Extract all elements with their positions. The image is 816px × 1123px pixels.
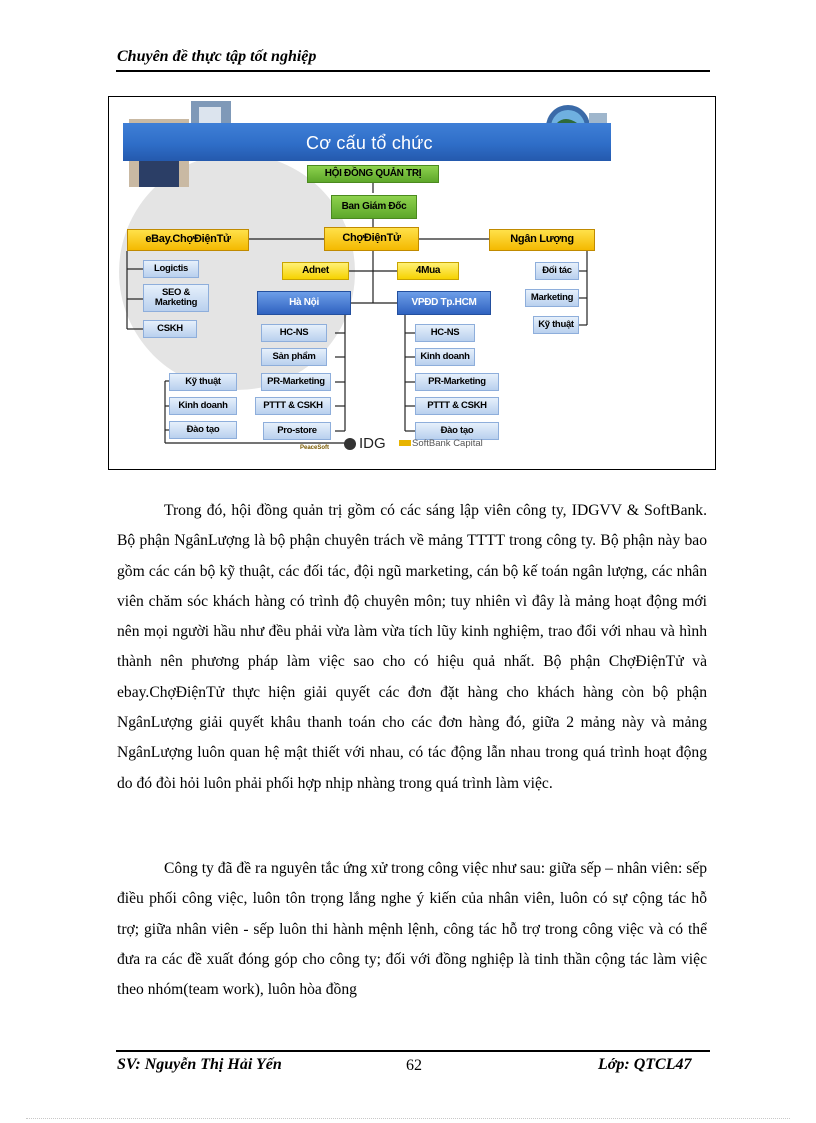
hcm-item-hcns: HC-NS [415, 324, 475, 342]
idg-logo-icon [344, 438, 356, 450]
adnet-box: Adnet [282, 262, 349, 280]
page-bottom-border [26, 1118, 790, 1119]
header-rule [116, 70, 710, 72]
softbank-logo-icon [399, 440, 411, 446]
peacesoft-logo-text: PeaceSoft [300, 445, 330, 451]
softbank-logo-text: SoftBank Capital [412, 438, 483, 449]
org-chart-figure [108, 96, 716, 470]
left-item-seo: SEO & Marketing [143, 284, 209, 312]
hanoi-item-prostore: Pro-store [263, 422, 331, 440]
idg-logo-text: IDG [359, 435, 386, 452]
chart-title: Cơ cấu tổ chức [306, 133, 433, 153]
footer-student-name: SV: Nguyễn Thị Hải Yến [117, 1056, 282, 1073]
right-item-marketing: Marketing [525, 289, 579, 307]
left-item-cskh: CSKH [143, 320, 197, 338]
right-unit-box: Ngân Lượng [489, 229, 595, 251]
hanoi-item-hcns: HC-NS [261, 324, 327, 342]
right-item-partners: Đối tác [535, 262, 579, 280]
paragraph-1-text: Trong đó, hội đồng quản trị gồm có các sáng lập viên công ty, IDGVV & SoftBank. Bộ phận NgânLượng là bộ phận chuyên trách về mảng TTTT trong công ty. Bộ phận này bao gồm các cán bộ kỹ thuật, các đối tác, đội ngũ marketing, cán bộ kế toán ngân lượng, các nhân viên chăm sóc khách hàng có trình độ chuyên môn; tuy nhiên vì đây là mảng hoạt động mới nên mọi người hầu như đều phải vừa làm vừa tích lũy kinh nghiệm, trao đổi với nhau và hình thành nên phương pháp làm việc sao cho có hiệu quả nhất. Bộ phận ChợĐiệnTử và ebay.ChợĐiệnTử thực hiện giải quyết các đơn đặt hàng cho khách hàng còn bộ phận NgânLượng giải quyết khâu thanh toán cho các đơn hàng đó, giữa 2 mảng này và mảng NgânLượng luôn quan hệ mật thiết với nhau, có tác động lẫn nhau trong quá trình hoạt động do đó đòi hỏi luôn phải phối hợp nhịp nhàng trong quá trình làm việc. [117, 502, 707, 792]
footer-rule [116, 1050, 710, 1052]
management-box: Ban Giám Đốc [331, 195, 417, 219]
paragraph-2-text: Công ty đã đề ra nguyên tắc ứng xử trong công việc như sau: giữa sếp – nhân viên: sếp điều phối công việc, luôn tôn trọng lắng nghe ý kiến của nhân viên, luôn có sự cộng tác hỗ trợ; giữa nhân viên - sếp luôn thi hành mệnh lệnh, công tác hỗ trợ trong công việc và có thể đưa ra các đề xuất đóng góp cho công ty; đối với đồng nghiệp là tinh thần cộng tác làm việc theo nhóm(team work), luôn hòa đồng [117, 860, 707, 999]
body-paragraph-1 [117, 496, 707, 799]
hanoi-office-box: Hà Nội [257, 291, 351, 315]
footer-page-number: 62 [406, 1057, 422, 1074]
hanoi-item-products: Sản phẩm [261, 348, 327, 366]
hcm-item-pr: PR-Marketing [415, 373, 499, 391]
hanoi-item-pr: PR-Marketing [261, 373, 331, 391]
header-title: Chuyên đề thực tập tốt nghiệp [117, 48, 317, 65]
bottom-left-item-tech: Kỹ thuật [169, 373, 237, 391]
left-unit-box: eBay.ChợĐiệnTử [127, 229, 249, 251]
hcm-office-box: VPĐD Tp.HCM [397, 291, 491, 315]
body-paragraph-2 [117, 854, 707, 1005]
right-item-tech: Kỹ thuật [533, 316, 579, 334]
center-box: ChợĐiệnTử [324, 227, 419, 251]
hanoi-item-pttt: PTTT & CSKH [255, 397, 331, 415]
hcm-item-training: Đào tạo [415, 422, 499, 440]
4mua-box: 4Mua [397, 262, 459, 280]
board-box: HỘI ĐỒNG QUẢN TRỊ [307, 165, 439, 183]
hcm-item-pttt: PTTT & CSKH [415, 397, 499, 415]
left-item-logistics: Logictis [143, 260, 199, 278]
bottom-left-item-sales: Kinh doanh [169, 397, 237, 415]
bottom-left-item-training: Đào tạo [169, 421, 237, 439]
footer-class: Lớp: QTCL47 [598, 1056, 692, 1073]
hcm-item-sales: Kinh doanh [415, 348, 475, 366]
